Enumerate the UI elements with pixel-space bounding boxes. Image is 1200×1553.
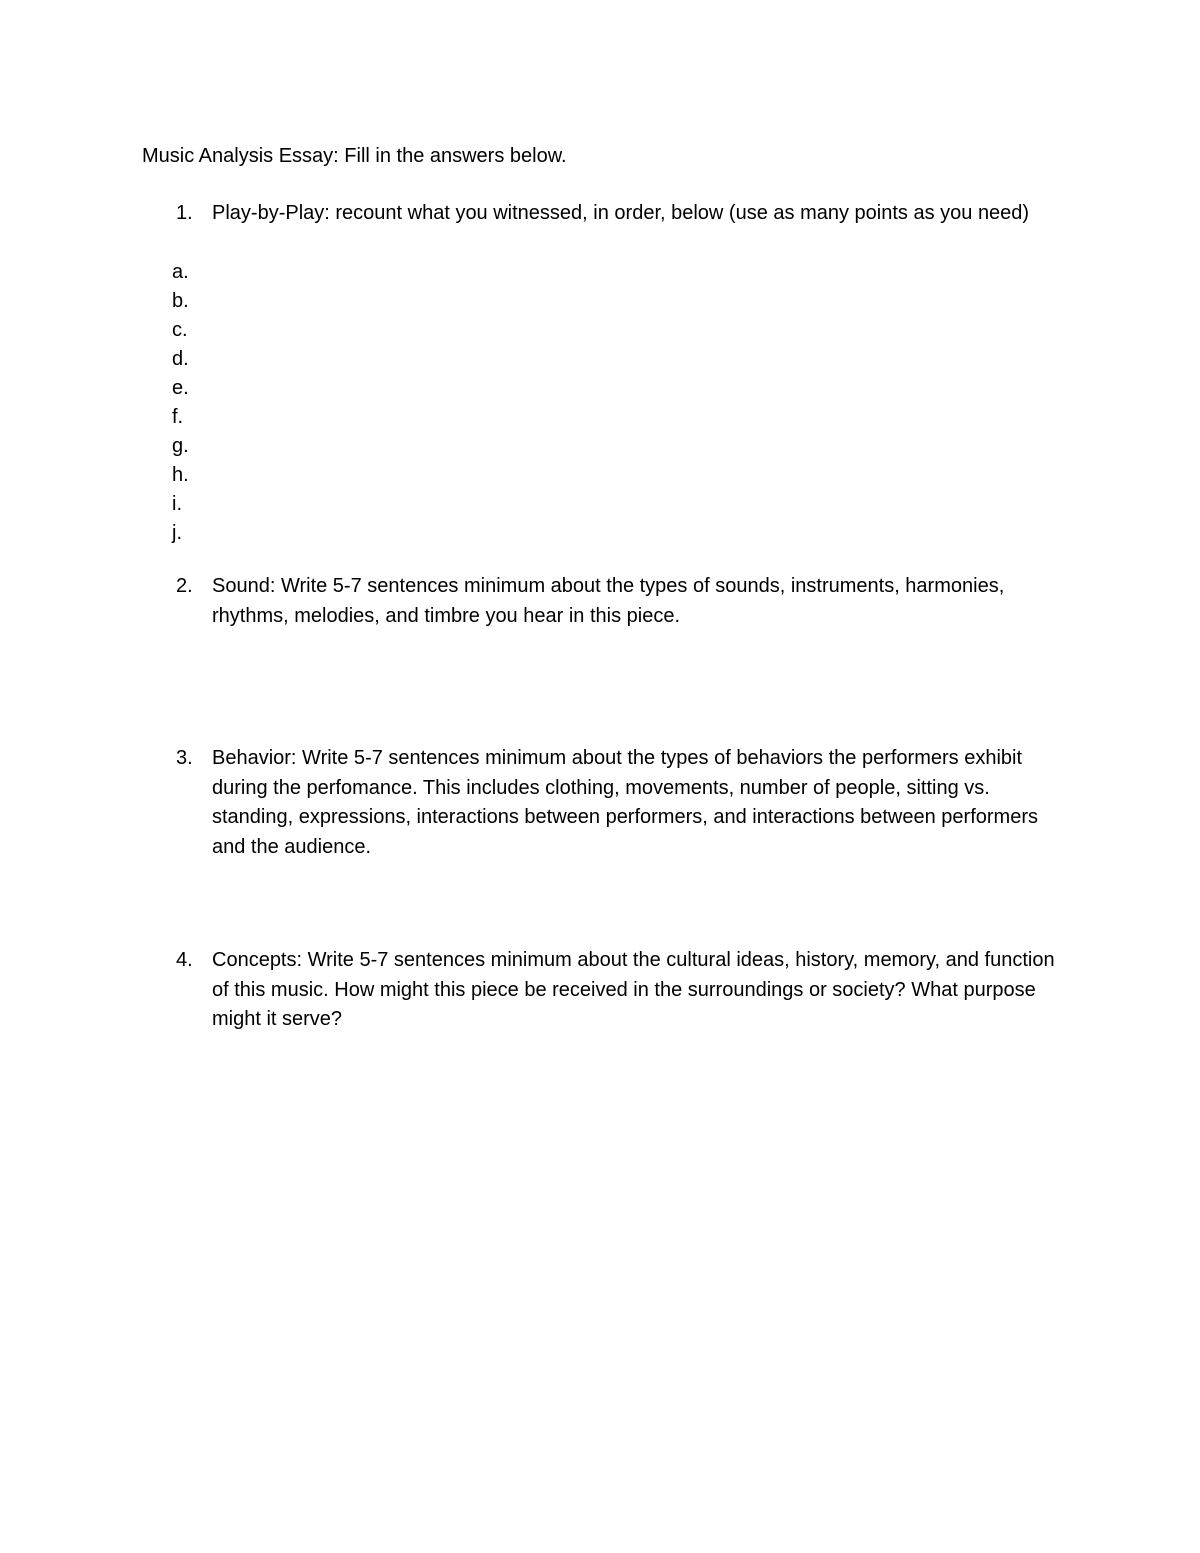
question-2	[142, 572, 1062, 631]
list-item: a.	[172, 261, 189, 283]
question-text: Concepts: Write 5-7 sentences minimum about the cultural ideas, history, memory, and function of this music. How might this piece be received in the surroundings or society? What purpose might it serve?	[212, 949, 1055, 1030]
question-number: 4.	[176, 949, 193, 971]
question-text: Sound: Write 5-7 sentences minimum about the types of sounds, instruments, harmonies, rhythms, melodies, and timbre you hear in this piece.	[212, 575, 1005, 627]
question-number: 1.	[176, 202, 193, 224]
document-title: Music Analysis Essay: Fill in the answers below.	[142, 145, 567, 167]
question-text: Play-by-Play: recount what you witnessed, in order, below (use as many points as you need)	[212, 202, 1030, 224]
list-item: d.	[172, 348, 189, 370]
question-3	[142, 744, 1062, 862]
question-1	[142, 199, 1062, 229]
list-item: j.	[172, 522, 182, 544]
question-number: 2.	[176, 575, 193, 597]
list-item: c.	[172, 319, 188, 341]
list-item: f.	[172, 406, 184, 428]
list-item: g.	[172, 435, 189, 457]
list-item: i.	[172, 493, 182, 515]
question-text: Behavior: Write 5-7 sentences minimum about the types of behaviors the performers exhibit during the perfomance. This includes clothing, movements, number of people, sitting vs. standing, expressions, interactions between performers, and interactions between performers and the audience.	[212, 747, 1038, 858]
question-4	[142, 946, 1062, 1035]
list-item: h.	[172, 464, 189, 486]
play-by-play-list	[172, 258, 189, 548]
list-item: e.	[172, 377, 189, 399]
question-number: 3.	[176, 747, 193, 769]
list-item: b.	[172, 290, 189, 312]
